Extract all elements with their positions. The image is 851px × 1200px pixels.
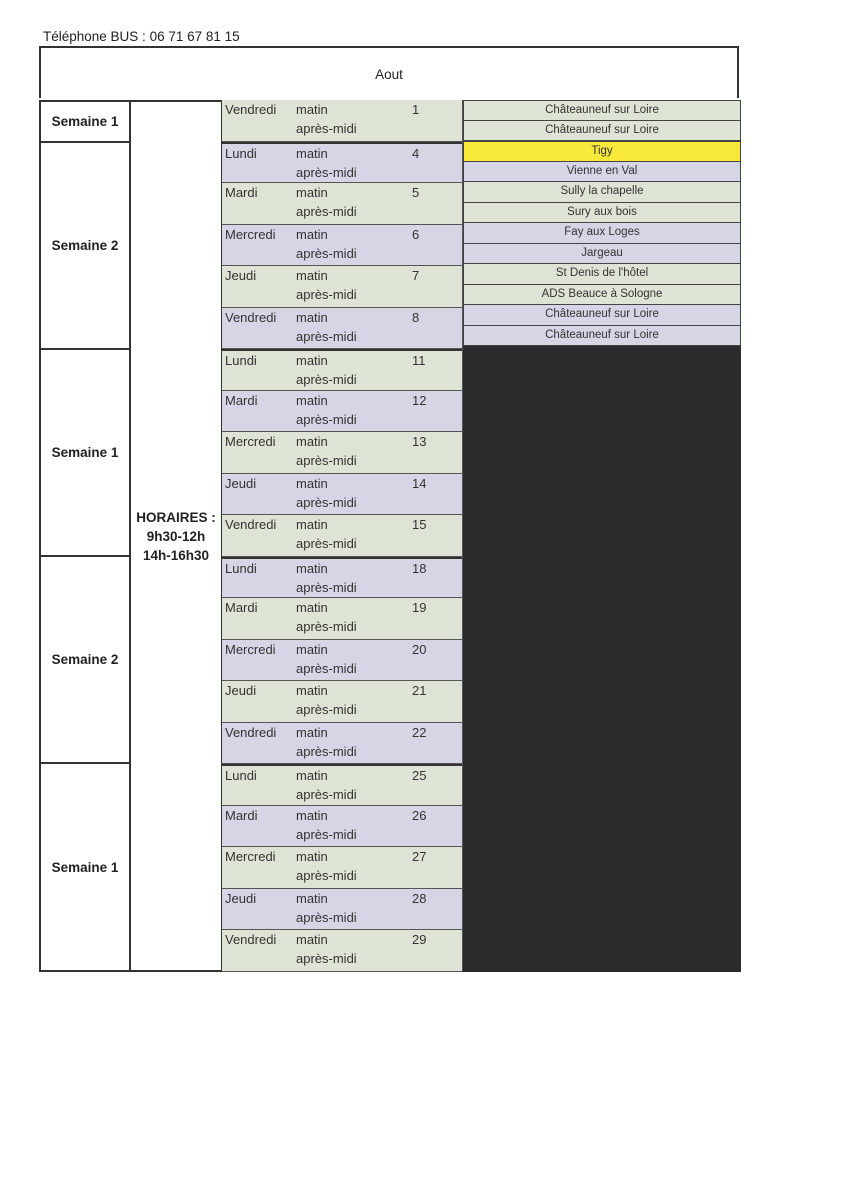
day-row — [222, 723, 462, 765]
location-cell: Châteauneuf sur Loire — [463, 326, 741, 347]
day-number: 19 — [412, 600, 427, 615]
day-number: 11 — [412, 353, 426, 368]
day-row — [222, 640, 462, 682]
morning-label: matin — [296, 392, 328, 408]
day-number: 13 — [412, 434, 427, 449]
opening-hours — [130, 100, 223, 972]
afternoon-label: après-midi — [296, 204, 357, 219]
day-row — [222, 183, 462, 225]
location-cell: Châteauneuf sur Loire — [463, 305, 741, 326]
locations-column — [463, 100, 741, 972]
day-name: Lundi — [225, 353, 257, 368]
day-number: 15 — [412, 517, 427, 532]
morning-label: matin — [296, 309, 328, 325]
morning-label: matin — [296, 932, 328, 947]
day-name: Mardi — [225, 392, 258, 408]
month-title: Aout — [39, 46, 739, 98]
location-cell: Sury aux bois — [463, 203, 741, 224]
afternoon-label: après-midi — [296, 245, 357, 261]
morning-label: matin — [296, 683, 328, 698]
day-name: Mardi — [225, 807, 258, 823]
location-cell: Sully la chapelle — [463, 182, 741, 203]
day-number: 28 — [412, 890, 427, 906]
location-cell: Vienne en Val — [463, 162, 741, 183]
afternoon-label: après-midi — [296, 372, 357, 387]
day-name: Jeudi — [225, 890, 257, 906]
day-name: Vendredi — [225, 932, 277, 947]
week-label: Semaine 1 — [39, 100, 131, 143]
day-name: Mercredi — [225, 641, 276, 657]
afternoon-label: après-midi — [296, 411, 357, 427]
day-number: 4 — [412, 145, 420, 161]
day-number: 12 — [412, 392, 427, 408]
afternoon-label: après-midi — [296, 619, 357, 634]
morning-label: matin — [296, 475, 328, 491]
morning-label: matin — [296, 145, 328, 161]
day-row — [222, 225, 462, 267]
afternoon-label: après-midi — [296, 951, 357, 966]
day-name: Mardi — [225, 600, 258, 615]
day-row — [222, 557, 462, 599]
afternoon-label: après-midi — [296, 787, 357, 802]
afternoon-label: après-midi — [296, 868, 357, 883]
location-cell: Châteauneuf sur Loire — [463, 100, 741, 121]
day-row — [222, 930, 462, 972]
day-name: Mardi — [225, 185, 258, 200]
afternoon-label: après-midi — [296, 287, 357, 302]
day-name: Jeudi — [225, 268, 257, 283]
day-number: 27 — [412, 849, 427, 864]
day-row — [222, 349, 462, 391]
day-name: Mercredi — [225, 226, 276, 242]
day-row — [222, 100, 462, 142]
days-column — [222, 100, 463, 972]
day-row — [222, 806, 462, 848]
morning-label: matin — [296, 600, 328, 615]
hours-title: HORAIRES : — [136, 509, 216, 525]
day-number: 22 — [412, 724, 427, 740]
day-number: 7 — [412, 268, 420, 283]
afternoon-label: après-midi — [296, 453, 357, 468]
hours-morning: 9h30-12h — [146, 528, 206, 544]
afternoon-label: après-midi — [296, 909, 357, 925]
week-label: Semaine 2 — [39, 555, 131, 764]
morning-label: matin — [296, 102, 328, 117]
day-name: Mercredi — [225, 849, 276, 864]
phone-number-header: Téléphone BUS : 06 71 67 81 15 — [43, 29, 240, 44]
day-number: 21 — [412, 683, 427, 698]
day-number: 8 — [412, 309, 420, 325]
morning-label: matin — [296, 268, 328, 283]
location-cell: Châteauneuf sur Loire — [463, 121, 741, 142]
day-row — [222, 391, 462, 433]
day-row — [222, 308, 462, 350]
day-row — [222, 598, 462, 640]
blocked-area — [463, 346, 741, 972]
afternoon-label: après-midi — [296, 826, 357, 842]
afternoon-label: après-midi — [296, 743, 357, 759]
day-name: Jeudi — [225, 475, 257, 491]
day-name: Lundi — [225, 768, 257, 783]
day-row — [222, 474, 462, 516]
afternoon-label: après-midi — [296, 494, 357, 510]
afternoon-label: après-midi — [296, 660, 357, 676]
day-name: Lundi — [225, 145, 257, 161]
day-name: Vendredi — [225, 517, 277, 532]
day-row — [222, 847, 462, 889]
location-cell-highlighted: Tigy — [463, 141, 741, 162]
afternoon-label: après-midi — [296, 702, 357, 717]
day-name: Jeudi — [225, 683, 257, 698]
day-name: Vendredi — [225, 102, 277, 117]
morning-label: matin — [296, 807, 328, 823]
day-number: 29 — [412, 932, 427, 947]
day-name: Mercredi — [225, 434, 276, 449]
day-number: 5 — [412, 185, 420, 200]
location-cell: Fay aux Loges — [463, 223, 741, 244]
day-row — [222, 515, 462, 557]
day-number: 20 — [412, 641, 427, 657]
day-row — [222, 889, 462, 931]
location-cell: St Denis de l'hôtel — [463, 264, 741, 285]
morning-label: matin — [296, 890, 328, 906]
afternoon-label: après-midi — [296, 328, 357, 344]
day-number: 14 — [412, 475, 427, 491]
schedule-table — [39, 46, 741, 972]
morning-label: matin — [296, 849, 328, 864]
day-number: 1 — [412, 102, 420, 117]
day-name: Vendredi — [225, 309, 277, 325]
day-number: 26 — [412, 807, 427, 823]
day-row — [222, 432, 462, 474]
morning-label: matin — [296, 226, 328, 242]
morning-label: matin — [296, 641, 328, 657]
day-number: 18 — [412, 560, 427, 576]
day-row — [222, 142, 462, 184]
afternoon-label: après-midi — [296, 579, 357, 595]
morning-label: matin — [296, 517, 328, 532]
morning-label: matin — [296, 185, 328, 200]
hours-afternoon: 14h-16h30 — [142, 547, 210, 563]
day-row — [222, 764, 462, 806]
afternoon-label: après-midi — [296, 121, 357, 136]
day-number: 6 — [412, 226, 420, 242]
day-row — [222, 266, 462, 308]
location-cell: Jargeau — [463, 244, 741, 265]
location-cell: ADS Beauce à Sologne — [463, 285, 741, 306]
day-row — [222, 681, 462, 723]
week-label: Semaine 1 — [39, 762, 131, 972]
morning-label: matin — [296, 560, 328, 576]
morning-label: matin — [296, 768, 328, 783]
week-label: Semaine 1 — [39, 348, 131, 557]
day-name: Lundi — [225, 560, 257, 576]
week-label: Semaine 2 — [39, 141, 131, 350]
morning-label: matin — [296, 434, 328, 449]
afternoon-label: après-midi — [296, 536, 357, 551]
day-number: 25 — [412, 768, 427, 783]
day-name: Vendredi — [225, 724, 277, 740]
afternoon-label: après-midi — [296, 164, 357, 180]
morning-label: matin — [296, 724, 328, 740]
morning-label: matin — [296, 353, 328, 368]
